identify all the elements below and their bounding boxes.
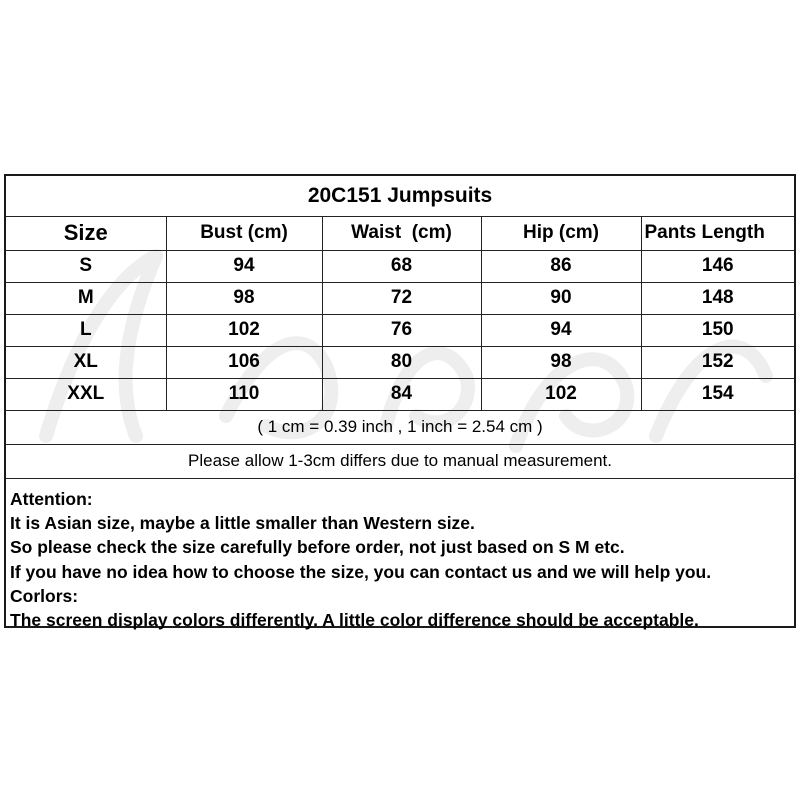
column-header-pants-length: Pants Length xyxy=(641,216,794,250)
bust-cell: 98 xyxy=(166,282,322,314)
attention-heading: Attention: xyxy=(10,489,93,509)
bust-cell: 110 xyxy=(166,378,322,410)
attention-line: If you have no idea how to choose the size, you can contact us and we will help you. xyxy=(10,561,712,582)
attention-notes xyxy=(10,487,794,632)
pants-length-cell: 154 xyxy=(641,378,794,410)
size-cell: XL xyxy=(6,346,166,378)
waist-cell: 76 xyxy=(322,314,481,346)
hip-cell: 102 xyxy=(481,378,641,410)
attention-line: It is Asian size, maybe a little smaller than Western size. xyxy=(10,513,475,534)
hip-cell: 94 xyxy=(481,314,641,346)
table-row xyxy=(6,378,794,410)
attention-line: The screen display colors differently. A little color difference should be acceptable. xyxy=(10,609,699,630)
size-table xyxy=(6,176,794,479)
header-row xyxy=(6,216,794,250)
waist-cell: 84 xyxy=(322,378,481,410)
waist-cell: 80 xyxy=(322,346,481,378)
size-chart xyxy=(4,174,796,628)
pants-length-cell: 146 xyxy=(641,250,794,282)
size-cell: M xyxy=(6,282,166,314)
column-header-size: Size xyxy=(6,216,166,250)
column-header-hip: Hip (cm) xyxy=(481,216,641,250)
hip-cell: 86 xyxy=(481,250,641,282)
bust-cell: 106 xyxy=(166,346,322,378)
size-cell: L xyxy=(6,314,166,346)
waist-cell: 68 xyxy=(322,250,481,282)
table-row xyxy=(6,314,794,346)
conversion-note: ( 1 cm = 0.39 inch , 1 inch = 2.54 cm ) xyxy=(6,410,794,444)
colors-heading: Corlors: xyxy=(10,585,79,606)
bust-cell: 102 xyxy=(166,314,322,346)
pants-length-cell: 148 xyxy=(641,282,794,314)
pants-length-cell: 150 xyxy=(641,314,794,346)
hip-cell: 90 xyxy=(481,282,641,314)
table-title: 20C151 Jumpsuits xyxy=(6,176,794,216)
table-row xyxy=(6,346,794,378)
pants-length-cell: 152 xyxy=(641,346,794,378)
size-cell: XXL xyxy=(6,378,166,410)
table-row xyxy=(6,282,794,314)
size-cell: S xyxy=(6,250,166,282)
attention-line: So please check the size carefully before order, not just based on S M etc. xyxy=(10,537,625,558)
hip-cell: 98 xyxy=(481,346,641,378)
column-header-waist: Waist (cm) xyxy=(322,216,481,250)
bust-cell: 94 xyxy=(166,250,322,282)
table-row xyxy=(6,250,794,282)
measurement-note: Please allow 1-3cm differs due to manual measurement. xyxy=(6,444,794,478)
waist-cell: 72 xyxy=(322,282,481,314)
column-header-bust: Bust (cm) xyxy=(166,216,322,250)
